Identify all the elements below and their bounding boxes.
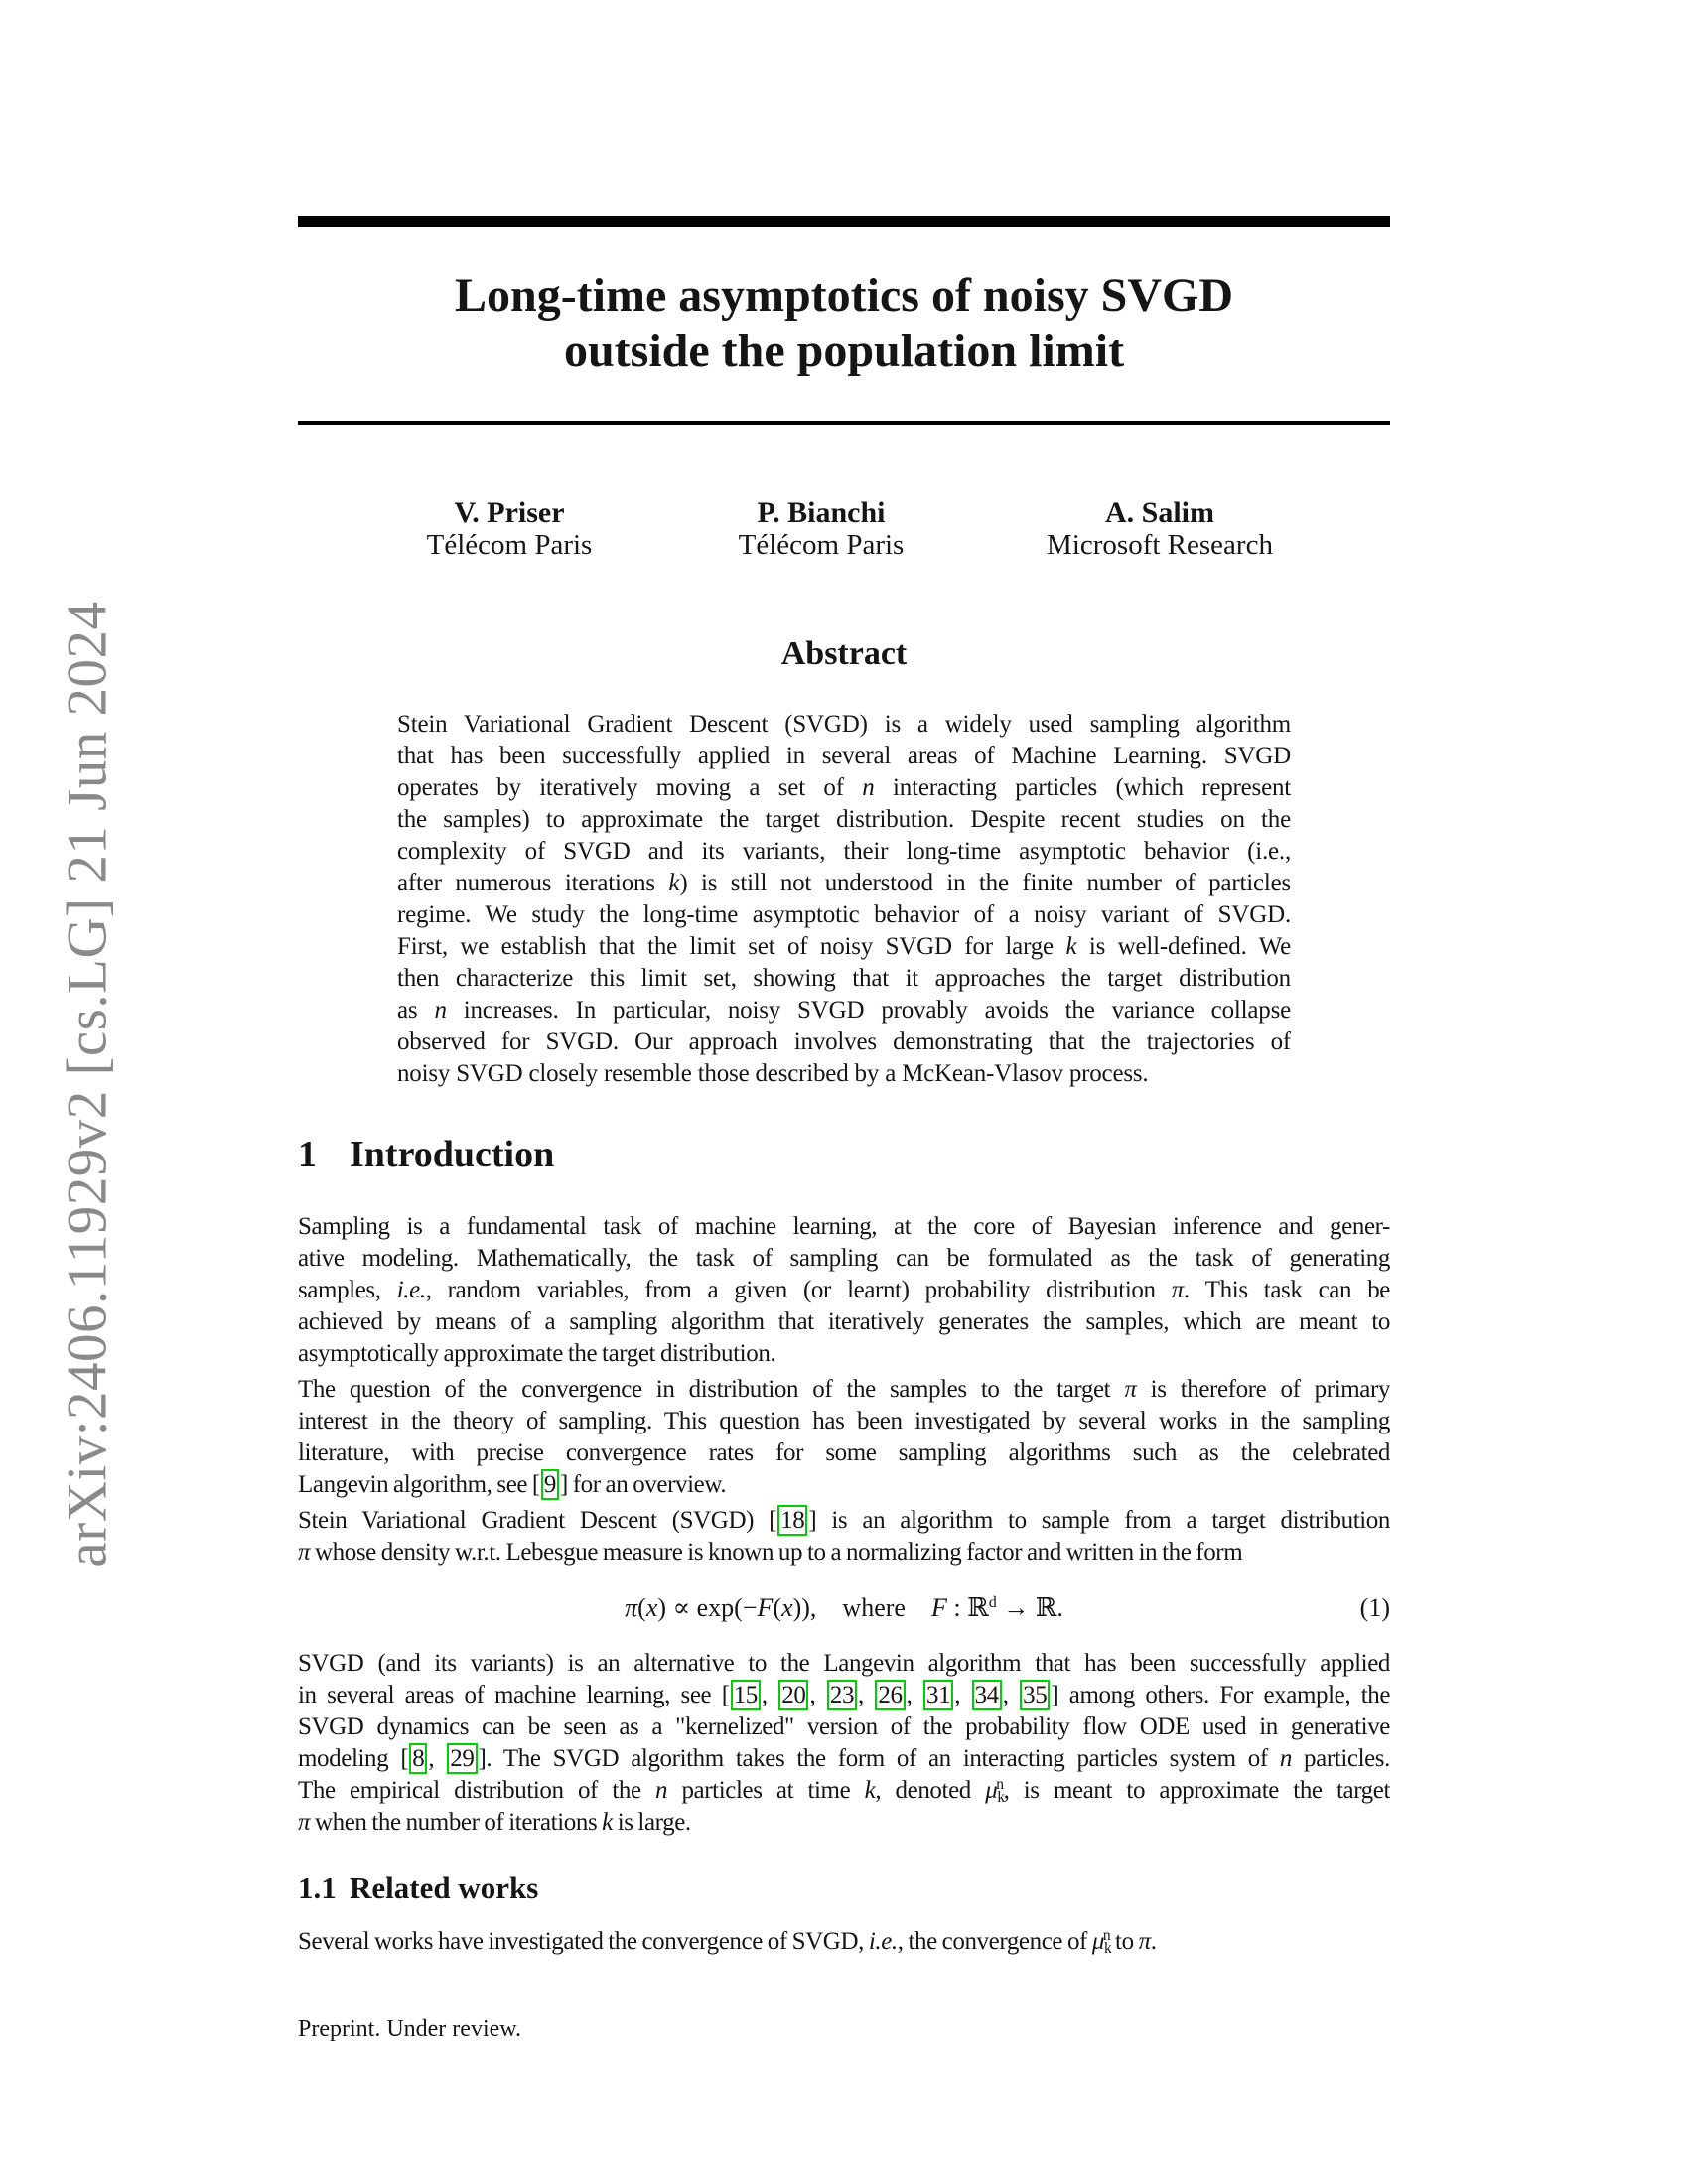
- paragraph-intro-3: [298, 1505, 1390, 1569]
- footer-note: Preprint. Under review.: [298, 2016, 522, 2042]
- paragraph-intro-1: [298, 1211, 1390, 1370]
- author-block: [298, 496, 1390, 606]
- citation-link[interactable]: 9: [541, 1469, 559, 1500]
- citation-link[interactable]: 34: [972, 1680, 1002, 1710]
- author-affiliation: Télécom Paris: [738, 529, 905, 561]
- citation-link[interactable]: 15: [731, 1680, 761, 1710]
- text-line: Langevin algorithm, see [ 9 ] for an overview.: [298, 1471, 727, 1498]
- text-line: ative modeling. Mathematically, the task of sampling can be formulated as the task of generating: [298, 1245, 1390, 1272]
- paragraph-related-works: [298, 1926, 1390, 1958]
- paragraph-intro-4: [298, 1648, 1390, 1839]
- text-line: interest in the theory of sampling. This question has been investigated by several works in the sampling: [298, 1408, 1390, 1434]
- abstract-heading: Abstract: [780, 635, 908, 672]
- text-line: SVGD (and its variants) is an alternative to the Langevin algorithm that has been successfully applied: [298, 1650, 1390, 1677]
- section-heading-introduction: [298, 1134, 1390, 1175]
- author-name: V. Priser: [454, 496, 565, 529]
- paper-title-line1: Long-time asymptotics of noisy SVGD: [454, 269, 1233, 322]
- equation-body: π(x) ∝ exp(−F(x)), where F : ℝ$^d$ → ℝ.: [625, 1593, 1063, 1622]
- text-line: SVGD dynamics can be seen as a "kernelized" version of the probability flow ODE used in generative: [298, 1713, 1390, 1740]
- citation-link[interactable]: 23: [827, 1680, 857, 1710]
- author-3: [1047, 496, 1273, 562]
- text-line: Stein Variational Gradient Descent (SVGD) [ 18 ] is an algorithm to sample from a target distribution: [298, 1507, 1390, 1534]
- citation-link[interactable]: 31: [923, 1680, 953, 1710]
- text-line: Several works have investigated the convergence of SVGD, i.e., the convergence of $\mu_k^n$ to π.: [298, 1927, 1157, 1957]
- author-2: [739, 496, 905, 562]
- author-affiliation: Microsoft Research: [1047, 529, 1273, 561]
- citation-link[interactable]: 26: [875, 1680, 905, 1710]
- text-line: The question of the convergence in distribution of the samples to the target π is therefore of primary: [298, 1376, 1390, 1403]
- text-line: achieved by means of a sampling algorithm that iteratively generates the samples, which are meant to: [298, 1308, 1390, 1335]
- subsection-number: 1.1: [298, 1870, 337, 1905]
- arxiv-watermark: arXiv:2406.11929v2 [cs.LG] 21 Jun 2024: [56, 601, 119, 1568]
- text-line: The empirical distribution of the n particles at time k, denoted $\mu_k^n$, is meant to approximate the target: [298, 1776, 1390, 1806]
- subsection-heading-related-works: [298, 1870, 1390, 1906]
- text-line: noisy SVGD closely resemble those described by a McKean-Vlasov process.: [397, 1060, 1149, 1087]
- text-line: π whose density w.r.t. Lebesgue measure is known up to a normalizing factor and written in the form: [298, 1539, 1243, 1566]
- citation-link[interactable]: 29: [447, 1743, 477, 1774]
- text-line: that has been successfully applied in several areas of Machine Learning. SVGD: [397, 743, 1291, 769]
- text-line: the samples) to approximate the target distribution. Despite recent studies on the: [397, 806, 1291, 833]
- text-line: literature, with precise convergence rates for some sampling algorithms such as the celebrated: [298, 1439, 1390, 1466]
- text-line: observed for SVGD. Our approach involves demonstrating that the trajectories of: [397, 1028, 1291, 1055]
- text-line: Stein Variational Gradient Descent (SVGD) is a widely used sampling algorithm: [397, 711, 1291, 738]
- text-line: samples, i.e., random variables, from a given (or learnt) probability distribution π. This task can be: [298, 1277, 1390, 1303]
- subsection-title: Related works: [350, 1870, 539, 1905]
- author-1: [427, 496, 593, 562]
- title-rule-bottom: [298, 421, 1390, 425]
- title-rule-top: [298, 216, 1390, 227]
- text-line: as n increases. In particular, noisy SVGD provably avoids the variance collapse: [397, 997, 1291, 1024]
- text-line: Sampling is a fundamental task of machine learning, at the core of Bayesian inference and gener-: [298, 1213, 1390, 1240]
- text-line: operates by iteratively moving a set of n interacting particles (which represent: [397, 774, 1291, 801]
- paper-title: [298, 268, 1390, 379]
- text-line: complexity of SVGD and its variants, their long-time asymptotic behavior (i.e.,: [397, 838, 1291, 865]
- citation-link[interactable]: 35: [1020, 1680, 1050, 1710]
- section-title: Introduction: [350, 1134, 555, 1175]
- text-line: in several areas of machine learning, see [ 15 , 20 , 23 , 26 , 31 , 34 , 35 ] among others. For example, the: [298, 1682, 1390, 1708]
- text-line: regime. We study the long-time asymptotic behavior of a noisy variant of SVGD.: [397, 901, 1291, 928]
- citation-link[interactable]: 18: [777, 1505, 807, 1536]
- abstract-text: [397, 709, 1291, 1090]
- author-name: P. Bianchi: [757, 496, 886, 529]
- text-line: then characterize this limit set, showing that it approaches the target distribution: [397, 965, 1291, 992]
- author-name: A. Salim: [1104, 496, 1214, 529]
- equation: [298, 1588, 1390, 1628]
- text-line: π when the number of iterations k is large.: [298, 1809, 691, 1836]
- citation-link[interactable]: 8: [409, 1743, 427, 1774]
- paper-title-line2: outside the population limit: [563, 325, 1125, 377]
- text-line: asymptotically approximate the target distribution.: [298, 1340, 776, 1367]
- section-number: 1: [298, 1134, 317, 1175]
- text-line: First, we establish that the limit set of noisy SVGD for large k is well-defined. We: [397, 933, 1291, 960]
- equation-number: (1): [1359, 1593, 1390, 1622]
- author-affiliation: Télécom Paris: [426, 529, 593, 561]
- text-line: modeling [ 8 , 29 ]. The SVGD algorithm takes the form of an interacting particles system of n particles.: [298, 1745, 1390, 1772]
- paragraph-intro-2: [298, 1374, 1390, 1501]
- citation-link[interactable]: 20: [778, 1680, 808, 1710]
- text-line: after numerous iterations k) is still not understood in the finite number of particles: [397, 870, 1291, 896]
